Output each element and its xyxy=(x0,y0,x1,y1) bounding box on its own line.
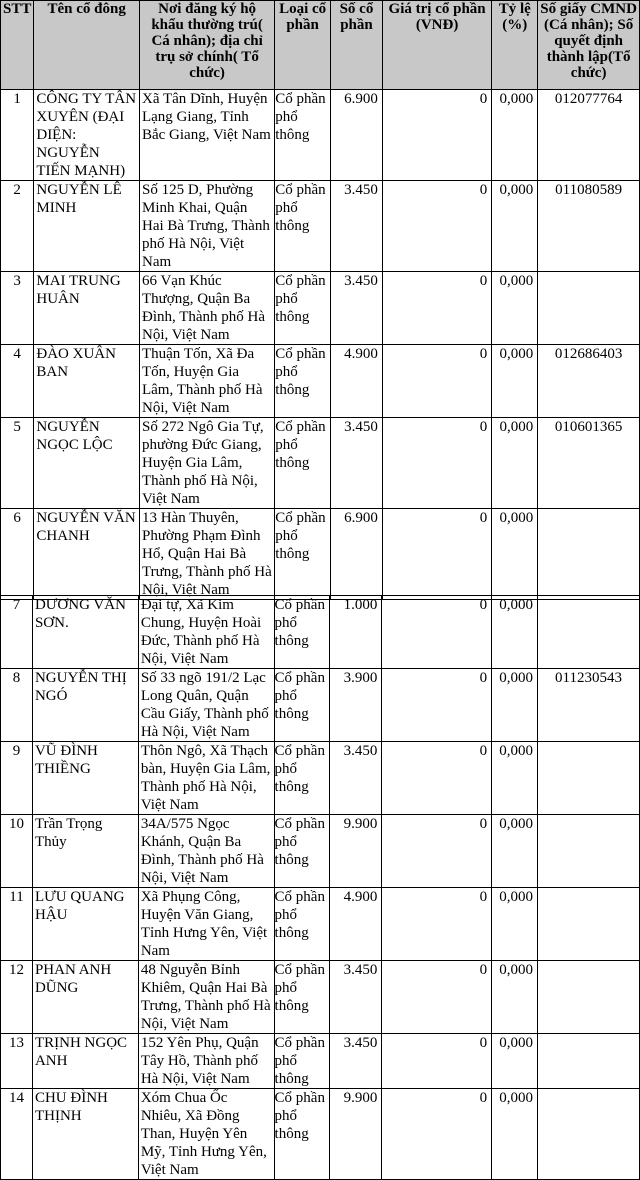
row-address: 13 Hàn Thuyên, Phường Phạm Đình Hổ, Quận Hai Bà Trưng, Thành phố Hà Nội, Việt Nam xyxy=(139,509,274,600)
row-share-type: Cổ phần phổ thông xyxy=(274,669,330,742)
row-id-number: 012077764 xyxy=(538,90,640,181)
row-share-count: 3.900 xyxy=(330,669,382,742)
row-share-value: 0 xyxy=(382,345,491,418)
row-share-count: 4.900 xyxy=(330,888,382,961)
row-share-value: 0 xyxy=(382,888,492,961)
row-share-value: 0 xyxy=(382,742,492,815)
row-share-type: Cổ phần phổ thông xyxy=(275,418,331,509)
row-id-number: 011230543 xyxy=(538,669,640,742)
table-row xyxy=(1,669,640,742)
table-row xyxy=(1,815,640,888)
row-address: Thuận Tốn, Xã Đa Tốn, Huyện Gia Lâm, Thành phố Hà Nội, Việt Nam xyxy=(139,345,274,418)
row-share-count: 6.900 xyxy=(331,509,383,600)
table-row xyxy=(1,1089,640,1180)
row-address: 152 Yên Phụ, Quận Tây Hồ, Thành phố Hà Nội, Việt Nam xyxy=(138,1034,274,1089)
row-stt: 3 xyxy=(1,272,34,345)
row-id-number xyxy=(538,509,640,600)
table-row xyxy=(1,509,640,600)
row-id-number: 011080589 xyxy=(538,181,640,272)
row-stt: 2 xyxy=(1,181,34,272)
row-share-ratio: 0,000 xyxy=(492,345,538,418)
row-stt: 1 xyxy=(1,90,34,181)
header-stt: STT xyxy=(1,1,34,90)
row-stt: 12 xyxy=(1,961,33,1034)
header-ratio: Tỷ lệ (%) xyxy=(492,1,538,90)
row-address: Số 33 ngõ 191/2 Lạc Long Quân, Quận Cầu Giấy, Thành phố Hà Nội, Việt Nam xyxy=(138,669,274,742)
table-row xyxy=(1,961,640,1034)
row-share-value: 0 xyxy=(382,596,492,669)
row-share-type: Cổ phần phổ thông xyxy=(275,181,331,272)
row-share-count: 3.450 xyxy=(331,272,383,345)
row-id-number xyxy=(538,742,640,815)
row-address: Đại tự, Xã Kim Chung, Huyện Hoài Đức, Thành phố Hà Nội, Việt Nam xyxy=(138,596,274,669)
row-share-value: 0 xyxy=(382,181,491,272)
table-row xyxy=(1,418,640,509)
table-row xyxy=(1,90,640,181)
row-address: 66 Vạn Khúc Thượng, Quận Ba Đình, Thành phố Hà Nội, Việt Nam xyxy=(139,272,274,345)
row-stt: 5 xyxy=(1,418,34,509)
row-share-ratio: 0,000 xyxy=(492,1034,538,1089)
header-id: Số giấy CMND (Cá nhân); Số quyết định thành lập(Tổ chức) xyxy=(538,1,640,90)
row-share-ratio: 0,000 xyxy=(492,742,538,815)
row-share-type: Cổ phần phổ thông xyxy=(274,961,330,1034)
row-shareholder-name: ĐÀO XUÂN BAN xyxy=(34,345,140,418)
row-address: Xã Phụng Công, Huyện Văn Giang, Tỉnh Hưng Yên, Việt Nam xyxy=(138,888,274,961)
shareholder-table-part-2 xyxy=(0,595,640,1180)
header-type: Loại cổ phần xyxy=(275,1,331,90)
row-id-number xyxy=(538,888,640,961)
row-stt: 9 xyxy=(1,742,33,815)
row-share-count: 6.900 xyxy=(331,90,383,181)
row-id-number xyxy=(538,272,640,345)
row-share-ratio: 0,000 xyxy=(492,815,538,888)
row-shareholder-name: NGUYỄN THỊ NGÓ xyxy=(32,669,138,742)
row-address: Số 272 Ngô Gia Tự, phường Đức Giang, Huyện Gia Lâm, Thành phố Hà Nội, Việt Nam xyxy=(139,418,274,509)
row-share-count: 3.450 xyxy=(331,181,383,272)
row-address: 34A/575 Ngọc Khánh, Quận Ba Đình, Thành phố Hà Nội, Việt Nam xyxy=(138,815,274,888)
row-share-value: 0 xyxy=(382,90,491,181)
row-stt: 6 xyxy=(1,509,34,600)
row-address: Xã Tân Dĩnh, Huyện Lạng Giang, Tỉnh Bắc Giang, Việt Nam xyxy=(139,90,274,181)
row-share-ratio: 0,000 xyxy=(492,1089,538,1180)
row-stt: 14 xyxy=(1,1089,33,1180)
table-row xyxy=(1,272,640,345)
row-share-ratio: 0,000 xyxy=(492,888,538,961)
row-address: 48 Nguyễn Bỉnh Khiêm, Quận Hai Bà Trưng, Thành phố Hà Nội, Việt Nam xyxy=(138,961,274,1034)
row-stt: 13 xyxy=(1,1034,33,1089)
header-value: Giá trị cổ phần (VNĐ) xyxy=(382,1,491,90)
row-share-value: 0 xyxy=(382,509,491,600)
row-share-type: Cổ phần phổ thông xyxy=(275,90,331,181)
row-share-ratio: 0,000 xyxy=(492,181,538,272)
row-share-value: 0 xyxy=(382,961,492,1034)
row-stt: 7 xyxy=(1,596,33,669)
row-shareholder-name: Trần Trọng Thủy xyxy=(32,815,138,888)
header-name: Tên cổ đông xyxy=(34,1,140,90)
row-stt: 11 xyxy=(1,888,33,961)
row-share-count: 4.900 xyxy=(331,345,383,418)
row-shareholder-name: DƯƠNG VĂN SƠN. xyxy=(32,596,138,669)
table-row xyxy=(1,1034,640,1089)
table-row xyxy=(1,345,640,418)
row-share-count: 9.900 xyxy=(330,1089,382,1180)
row-stt: 8 xyxy=(1,669,33,742)
row-id-number xyxy=(538,815,640,888)
row-address: Xóm Chua Ốc Nhiêu, Xã Đồng Than, Huyện Yên Mỹ, Tỉnh Hưng Yên, Việt Nam xyxy=(138,1089,274,1180)
row-share-value: 0 xyxy=(382,1089,492,1180)
row-shareholder-name: CHU ĐÌNH THỊNH xyxy=(32,1089,138,1180)
row-share-ratio: 0,000 xyxy=(492,596,538,669)
row-id-number xyxy=(538,596,640,669)
row-shareholder-name: CÔNG TY TÂN XUYÊN (ĐẠI DIỆN: NGUYỄN TIẾN MẠNH) xyxy=(34,90,140,181)
row-share-type: Cổ phần phổ thông xyxy=(275,509,331,600)
row-stt: 10 xyxy=(1,815,33,888)
row-stt: 4 xyxy=(1,345,34,418)
row-share-type: Cổ phần phổ thông xyxy=(274,1089,330,1180)
row-share-count: 9.900 xyxy=(330,815,382,888)
row-share-value: 0 xyxy=(382,815,492,888)
table-row xyxy=(1,181,640,272)
row-shareholder-name: MAI TRUNG HUÂN xyxy=(34,272,140,345)
row-id-number xyxy=(538,961,640,1034)
row-shareholder-name: PHAN ANH DŨNG xyxy=(32,961,138,1034)
row-address: Thôn Ngô, Xã Thạch bàn, Huyện Gia Lâm, Thành phố Hà Nội, Việt Nam xyxy=(138,742,274,815)
row-share-count: 1.000 xyxy=(330,596,382,669)
row-id-number: 012686403 xyxy=(538,345,640,418)
row-share-value: 0 xyxy=(382,1034,492,1089)
row-shareholder-name: NGUYỄN LÊ MINH xyxy=(34,181,140,272)
row-id-number: 010601365 xyxy=(538,418,640,509)
row-share-type: Cổ phần phổ thông xyxy=(274,1034,330,1089)
row-share-type: Cổ phần phổ thông xyxy=(274,888,330,961)
row-share-value: 0 xyxy=(382,272,491,345)
table-row xyxy=(1,888,640,961)
row-share-ratio: 0,000 xyxy=(492,961,538,1034)
row-share-ratio: 0,000 xyxy=(492,509,538,600)
row-share-value: 0 xyxy=(382,418,491,509)
row-share-type: Cổ phần phổ thông xyxy=(275,345,331,418)
row-share-type: Cổ phần phổ thông xyxy=(274,596,330,669)
row-share-type: Cổ phần phổ thông xyxy=(274,742,330,815)
row-share-ratio: 0,000 xyxy=(492,418,538,509)
header-row xyxy=(1,1,640,90)
row-share-ratio: 0,000 xyxy=(492,669,538,742)
row-share-ratio: 0,000 xyxy=(492,90,538,181)
row-shareholder-name: VŨ ĐÌNH THIỀNG xyxy=(32,742,138,815)
row-id-number xyxy=(538,1089,640,1180)
header-address: Nơi đăng ký hộ khẩu thường trú( Cá nhân); địa chỉ trụ sở chính( Tổ chức) xyxy=(139,1,274,90)
row-share-type: Cổ phần phổ thông xyxy=(275,272,331,345)
row-share-type: Cổ phần phổ thông xyxy=(274,815,330,888)
row-address: Số 125 D, Phường Minh Khai, Quận Hai Bà Trưng, Thành phố Hà Nội, Việt Nam xyxy=(139,181,274,272)
row-share-count: 3.450 xyxy=(330,742,382,815)
row-share-count: 3.450 xyxy=(330,961,382,1034)
row-id-number xyxy=(538,1034,640,1089)
row-shareholder-name: NGUYỄN VĂN CHANH xyxy=(34,509,140,600)
row-shareholder-name: LƯU QUANG HẬU xyxy=(32,888,138,961)
row-shareholder-name: NGUYỄN NGỌC LỘC xyxy=(34,418,140,509)
row-share-count: 3.450 xyxy=(331,418,383,509)
header-shares: Số cổ phần xyxy=(331,1,383,90)
row-share-count: 3.450 xyxy=(330,1034,382,1089)
table-row xyxy=(1,742,640,815)
row-share-ratio: 0,000 xyxy=(492,272,538,345)
table-row xyxy=(1,596,640,669)
row-shareholder-name: TRỊNH NGỌC ANH xyxy=(32,1034,138,1089)
row-share-value: 0 xyxy=(382,669,492,742)
